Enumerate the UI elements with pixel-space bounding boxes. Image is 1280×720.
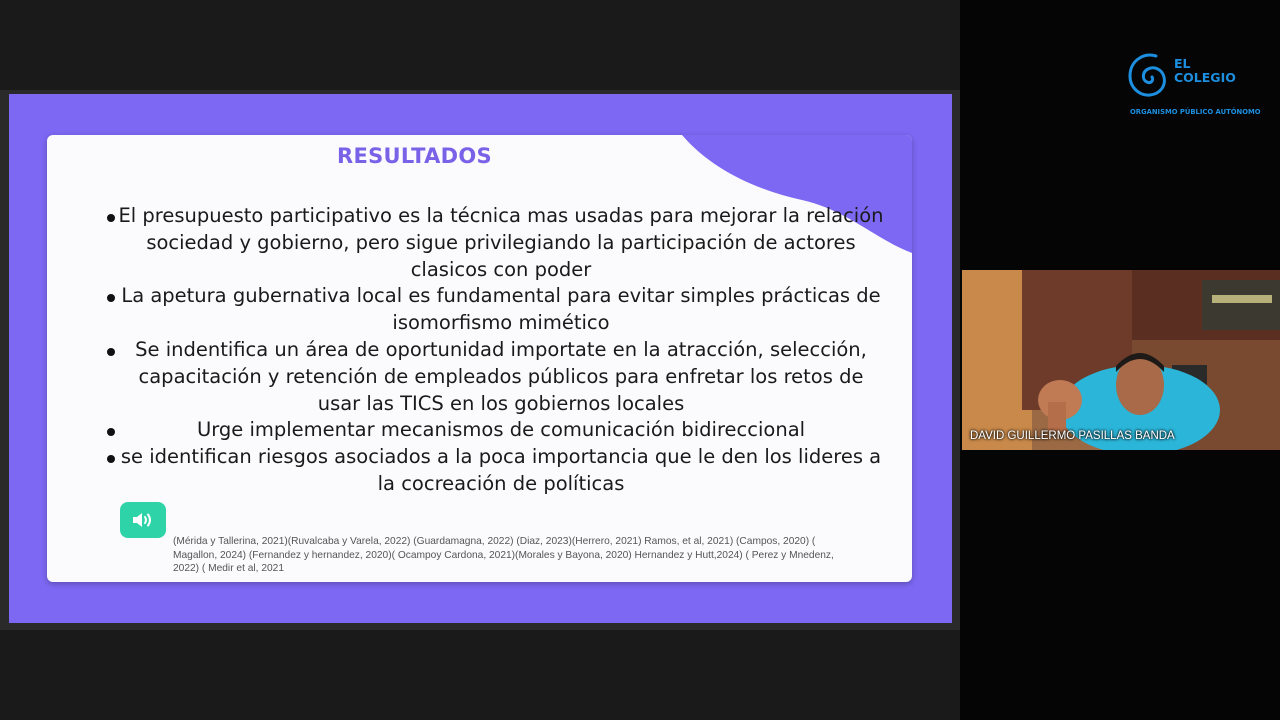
references-text: (Mérida y Tallerina, 2021)(Ruvalcaba y Varela, 2022) (Guardamagna, 2022) (Diaz, 2023)(Herrero, 2021) Ramos, et al, 2021) (Campos, 2020) ( Magallon, 2024) (Fernandez y hernandez, 2020)( Ocampoy Cardona, 2021)(Morales y Bayona, 2020) Hernandez y Hutt,2024) ( Perez y Mnedenz, 2022) ( Medir et al, 2021 <box>173 536 834 574</box>
bullet-text: se identifican riesgos asociados a la poca importancia que le den los lideres a la cocreación de políticas <box>120 445 882 495</box>
participant-name-label: DAVID GUILLERMO PASILLAS BANDA <box>970 430 1175 442</box>
bullet-dot-icon <box>107 294 115 302</box>
bullet-text: El presupuesto participativo es la técnica mas usadas para mejorar la relación sociedad y gobierno, pero sigue privilegiando la participación de actores clasicos con poder <box>118 204 884 281</box>
speaker-icon <box>131 510 155 530</box>
bullet-item <box>97 444 887 498</box>
bullet-text: La apetura gubernativa local es fundamental para evitar simples prácticas de isomorfismo mimético <box>121 284 881 335</box>
logo-line-colegio: COLEGIO <box>1174 70 1236 85</box>
audio-button[interactable] <box>120 502 166 538</box>
bullet-item <box>97 417 887 444</box>
bullet-text: Urge implementar mecanismos de comunicación bidireccional <box>196 418 806 442</box>
participant-video-tile[interactable] <box>962 270 1280 450</box>
logo-subtitle: ORGANISMO PÚBLICO AUTÓNOMO <box>1130 108 1261 116</box>
logo-line-el: EL <box>1174 56 1191 71</box>
bullet-dot-icon <box>107 348 115 356</box>
bullet-dot-icon <box>107 214 115 222</box>
bullet-item <box>97 283 887 337</box>
logo-name <box>1174 57 1236 85</box>
bullet-text: Se indentifica un área de oportunidad importate en la atracción, selección, capacitación y retención de empleados públicos para enfretar los retos de usar las TICS en los gobiernos locales <box>135 337 867 415</box>
results-bullet-list <box>97 203 887 498</box>
slide-content-card <box>47 135 912 582</box>
bullet-item <box>97 203 887 283</box>
spiral-logo-icon <box>1126 50 1170 100</box>
slide-title: RESULTADOS <box>337 144 492 168</box>
bullet-dot-icon <box>107 455 115 463</box>
presentation-slide <box>9 94 952 623</box>
participant-video-feed <box>962 270 1280 450</box>
el-colegio-logo <box>1126 50 1271 120</box>
bullet-item <box>97 337 887 417</box>
bullet-dot-icon <box>107 428 115 436</box>
